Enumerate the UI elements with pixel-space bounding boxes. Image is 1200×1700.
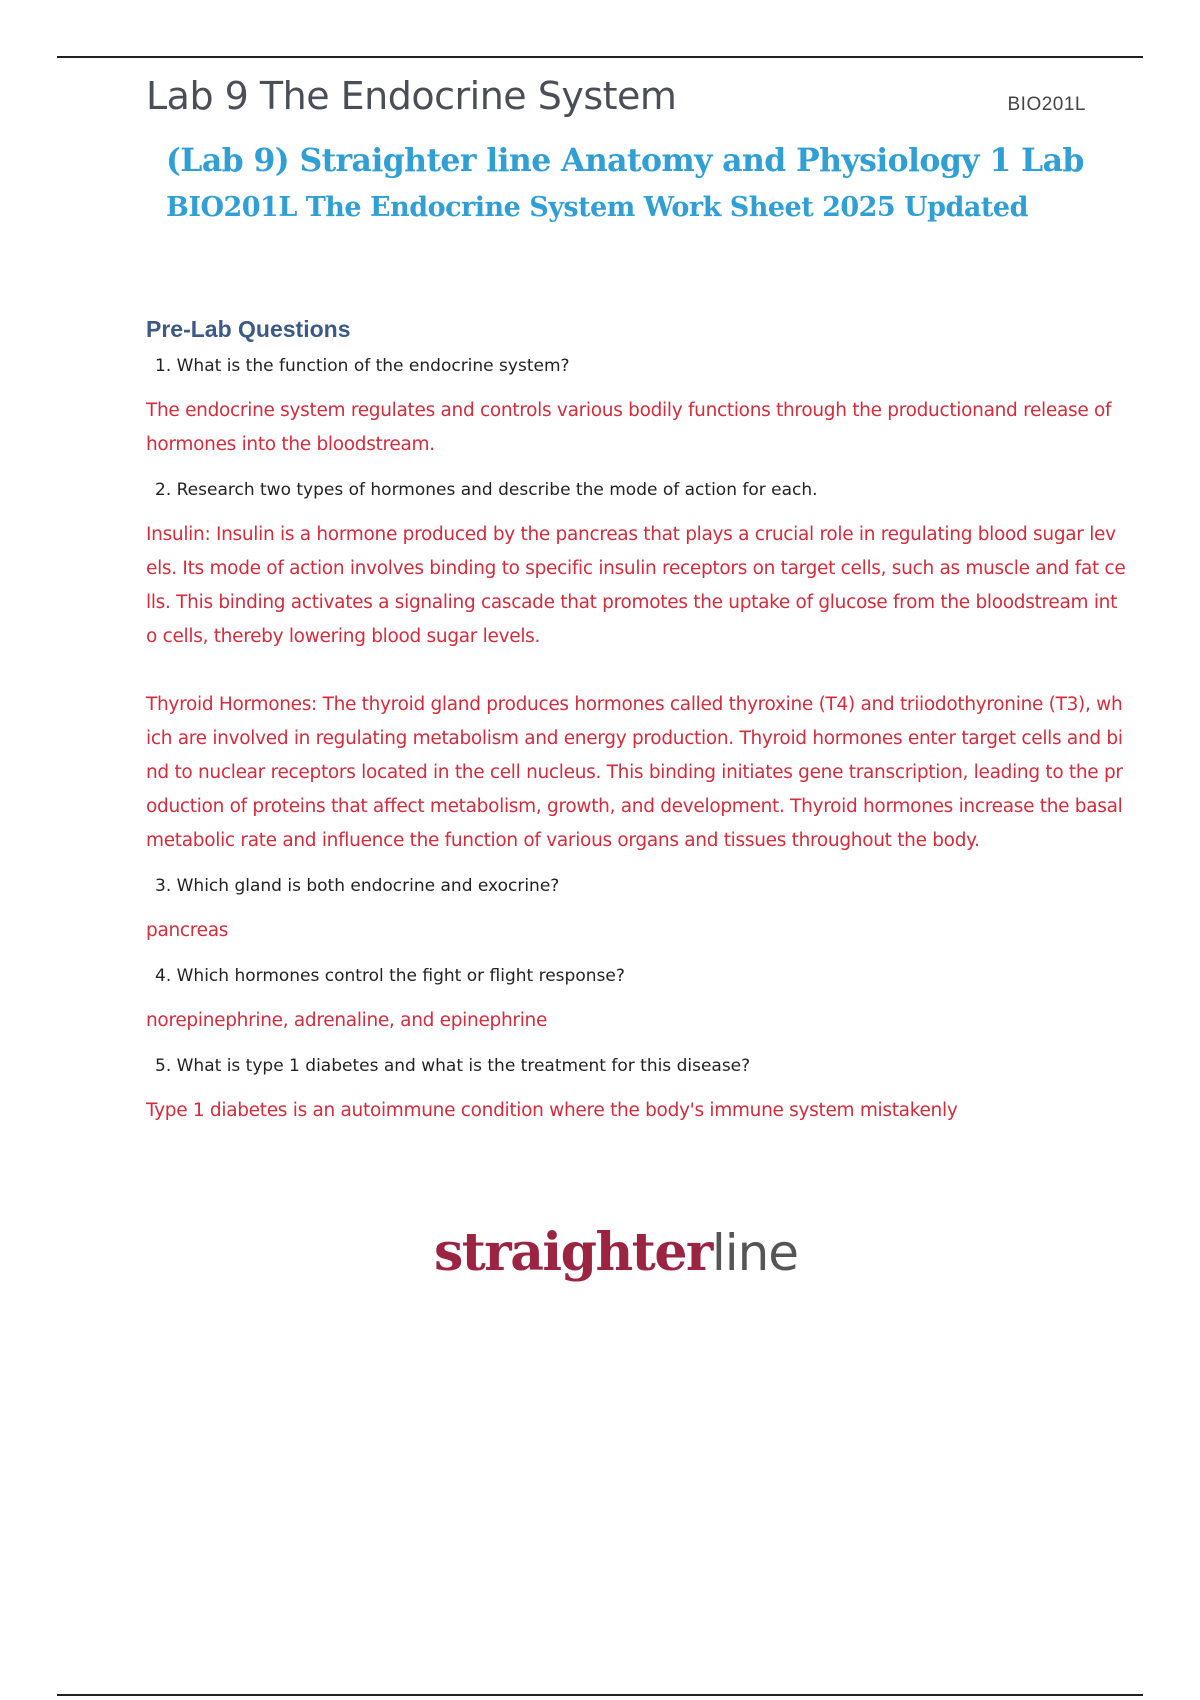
- logo-light-text: line: [711, 1224, 799, 1282]
- heading-line-2: BIO201L The Endocrine System Work Sheet 2025 Updated: [166, 192, 1028, 223]
- answer-1: The endocrine system regulates and controls various bodily functions through the productionand release of hormones into the bloodstream.: [146, 400, 1112, 455]
- section-heading: Pre-Lab Questions: [146, 316, 351, 342]
- course-code: BIO201L: [1007, 94, 1086, 115]
- question-5: 5. What is type 1 diabetes and what is the treatment for this disease?: [155, 1056, 751, 1076]
- worksheet-content: [146, 314, 1126, 1144]
- answer-5: Type 1 diabetes is an autoimmune condition where the body's immune system mistakenly: [146, 1100, 958, 1121]
- question-4: 4. Which hormones control the fight or flight response?: [155, 966, 625, 986]
- question-3: 3. Which gland is both endocrine and exocrine?: [155, 876, 560, 896]
- heading-line-1: (Lab 9) Straighter line Anatomy and Physiology 1 Lab: [166, 142, 1084, 179]
- answer-4: norepinephrine, adrenaline, and epinephrine: [146, 1010, 548, 1031]
- straighterline-logo: [434, 1222, 804, 1292]
- document-heading: [166, 137, 1096, 231]
- answer-2-insulin: Insulin: Insulin is a hormone produced by the pancreas that plays a crucial role in regulating blood sugar levels. Its mode of action involves binding to specific insulin receptors on target cells, such as muscle and fat cells. This binding activates a signaling cascade that promotes the uptake of glucose from the bloodstream into cells, thereby lowering blood sugar levels.: [146, 524, 1126, 647]
- answer-3: pancreas: [146, 920, 229, 941]
- question-1: 1. What is the function of the endocrine system?: [155, 356, 570, 376]
- bottom-rule: [57, 1694, 1143, 1696]
- logo-bold-text: straighter: [434, 1222, 712, 1283]
- document-title: Lab 9 The Endocrine System: [146, 74, 677, 118]
- question-2: 2. Research two types of hormones and describe the mode of action for each.: [155, 480, 818, 500]
- answer-2-thyroid: Thyroid Hormones: The thyroid gland produces hormones called thyroxine (T4) and triiodothyronine (T3), which are involved in regulating metabolism and energy production. Thyroid hormones enter target cells and bind to nuclear receptors located in the cell nucleus. This binding initiates gene transcription, leading to the production of proteins that affect metabolism, growth, and development. Thyroid hormones increase the basal metabolic rate and influence the function of various organs and tissues throughout the body.: [146, 694, 1123, 851]
- document-header: [146, 74, 1086, 130]
- top-rule: [57, 56, 1143, 58]
